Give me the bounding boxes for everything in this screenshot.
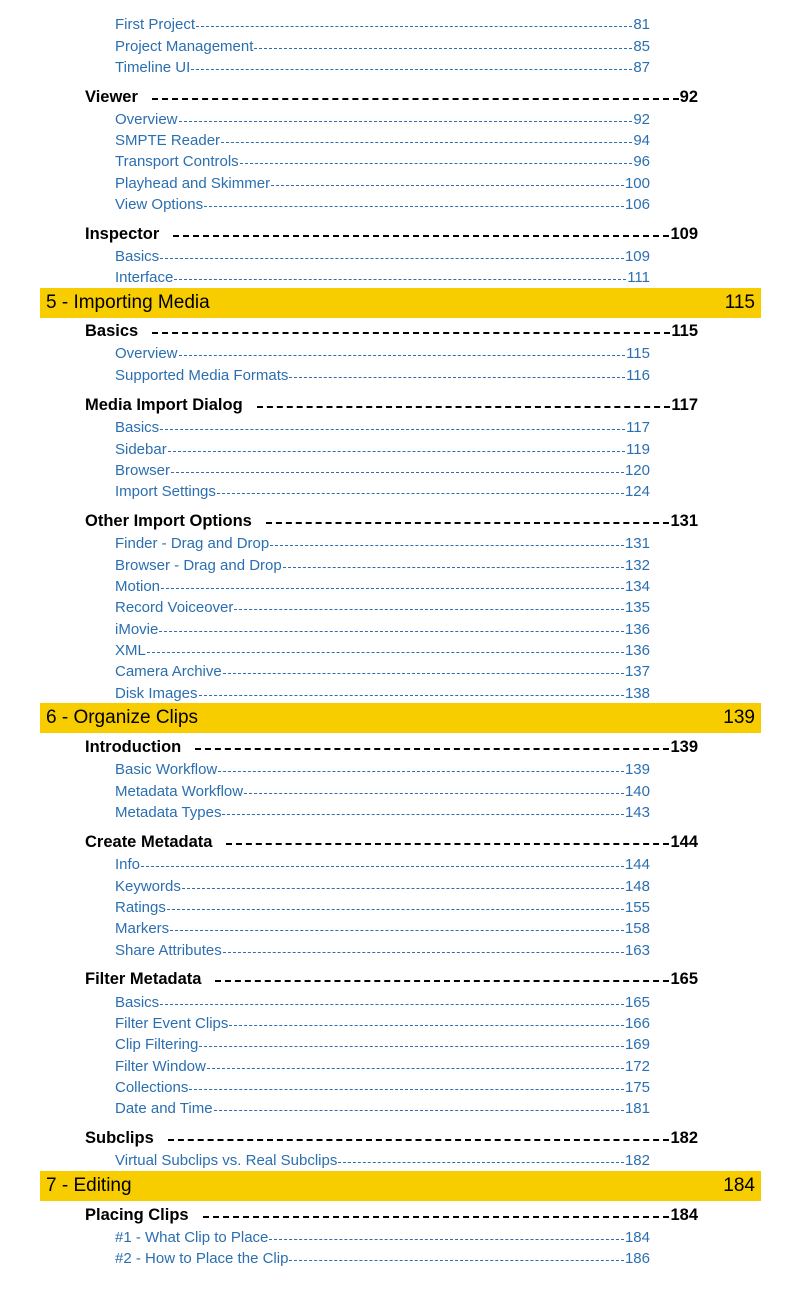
page-number: 144 [624, 856, 650, 873]
page-number: 148 [624, 878, 650, 895]
dot-leader [191, 69, 632, 70]
dot-leader [215, 980, 669, 982]
page-number: 119 [626, 441, 650, 458]
page-number: 115 [671, 322, 698, 340]
toc-entry-link[interactable] [115, 992, 650, 1013]
toc-entry-link[interactable] [115, 1227, 650, 1248]
toc-entry-link[interactable] [115, 1056, 650, 1077]
page-number: 165 [624, 994, 650, 1011]
entry-title: Motion [115, 578, 161, 595]
dot-leader [204, 206, 624, 207]
section-heading [85, 735, 698, 759]
dot-leader [270, 545, 624, 546]
toc-entry-link[interactable] [115, 683, 650, 704]
entry-title: 6 - Organize Clips [46, 707, 199, 728]
entry-title: #2 - How to Place the Clip [115, 1250, 289, 1267]
page-number: 92 [633, 111, 650, 128]
entry-title: Camera Archive [115, 663, 222, 680]
page-number: 140 [624, 783, 650, 800]
page-number: 94 [633, 132, 650, 149]
page-number: 135 [624, 599, 650, 616]
entry-title: Supported Media Formats [115, 367, 289, 384]
toc-entry-link[interactable] [115, 1013, 650, 1034]
page-number: 131 [670, 512, 698, 530]
toc-entry-link[interactable] [115, 36, 650, 57]
entry-title: Basics [115, 248, 160, 265]
entry-title: Media Import Dialog [85, 396, 243, 414]
entry-title: Timeline UI [115, 59, 191, 76]
entry-title: SMPTE Reader [115, 132, 221, 149]
dot-leader [266, 522, 670, 524]
page-number: 138 [624, 685, 650, 702]
dot-leader [152, 332, 670, 334]
dot-leader [254, 48, 632, 49]
entry-title: Viewer [85, 88, 138, 106]
toc-entry-link[interactable] [115, 759, 650, 780]
toc-entry-link[interactable] [115, 109, 650, 130]
dot-leader [226, 843, 669, 845]
dot-leader [207, 1068, 624, 1069]
toc-entry-link[interactable] [115, 876, 650, 897]
entry-title: Ratings [115, 899, 166, 916]
dot-leader [257, 406, 671, 408]
entry-title: Other Import Options [85, 512, 252, 530]
dot-leader [168, 451, 625, 452]
entry-title: View Options [115, 196, 204, 213]
entry-title: Basics [115, 994, 160, 1011]
dot-leader [167, 909, 624, 910]
toc-entry-link[interactable] [115, 460, 650, 481]
page-number: 124 [624, 483, 650, 500]
page-number: 120 [624, 462, 650, 479]
toc-entry-link[interactable] [115, 130, 650, 151]
entry-title: Import Settings [115, 483, 216, 500]
dot-leader [147, 652, 624, 653]
dot-leader [240, 163, 633, 164]
page-number: 134 [624, 578, 650, 595]
entry-title: Collections [115, 1079, 189, 1096]
toc-entry-link[interactable] [115, 439, 650, 460]
page-number: 117 [626, 419, 650, 436]
page-number: 166 [624, 1015, 650, 1032]
entry-title: Finder - Drag and Drop [115, 535, 270, 552]
dot-leader [199, 695, 624, 696]
page-number: 139 [624, 761, 650, 778]
toc-entry-link[interactable] [115, 1098, 650, 1119]
entry-title: Basics [85, 322, 139, 340]
dot-leader [222, 814, 624, 815]
entry-title: Interface [115, 269, 174, 286]
entry-title: Filter Event Clips [115, 1015, 229, 1032]
entry-title: Clip Filtering [115, 1036, 199, 1053]
page-number: 96 [633, 153, 650, 170]
dot-leader [196, 26, 632, 27]
dot-leader [182, 888, 624, 889]
dot-leader [229, 1025, 624, 1026]
entry-title: Playhead and Skimmer [115, 175, 271, 192]
section-heading [85, 319, 698, 343]
toc-entry-link[interactable] [115, 173, 650, 194]
entry-title: Browser - Drag and Drop [115, 557, 282, 574]
entry-title: First Project [115, 16, 196, 33]
dot-leader [160, 1004, 624, 1005]
page-number: 184 [723, 1175, 755, 1196]
page-number: 144 [670, 833, 698, 851]
dot-leader [174, 279, 626, 280]
page-number: 182 [670, 1129, 698, 1147]
entry-title: Basic Workflow [115, 761, 218, 778]
dot-leader [161, 588, 624, 589]
toc-entry-link[interactable] [115, 802, 650, 823]
toc-entry-link[interactable] [115, 14, 650, 35]
page-number: 117 [671, 396, 698, 414]
dot-leader [171, 472, 624, 473]
section-heading [85, 393, 698, 417]
page-number: 143 [624, 804, 650, 821]
dot-leader [170, 930, 624, 931]
chapter-heading [40, 703, 761, 733]
page-number: 155 [624, 899, 650, 916]
entry-title: Inspector [85, 225, 160, 243]
entry-title: Share Attributes [115, 942, 222, 959]
dot-leader [271, 185, 624, 186]
page-number: 136 [624, 642, 650, 659]
dot-leader [283, 567, 624, 568]
toc-entry-link[interactable] [115, 533, 650, 554]
dot-leader [223, 952, 624, 953]
section-heading [85, 1126, 698, 1150]
entry-title: Disk Images [115, 685, 198, 702]
entry-title: Create Metadata [85, 833, 213, 851]
entry-title: Introduction [85, 738, 182, 756]
chapter-heading [40, 288, 761, 318]
dot-leader [195, 748, 669, 750]
toc-entry-link[interactable] [115, 597, 650, 618]
entry-title: Overview [115, 111, 178, 128]
toc-entry-link[interactable] [115, 1150, 650, 1171]
section-heading [85, 830, 698, 854]
entry-title: Info [115, 856, 141, 873]
toc-entry-link[interactable] [115, 619, 650, 640]
toc-entry-link[interactable] [115, 246, 650, 267]
page-number: 139 [723, 707, 755, 728]
dot-leader [159, 631, 624, 632]
toc-entry-link[interactable] [115, 854, 650, 875]
toc-entry-link[interactable] [115, 57, 650, 78]
page-number: 132 [624, 557, 650, 574]
entry-title: Sidebar [115, 441, 167, 458]
page-number: 106 [624, 196, 650, 213]
entry-title: Metadata Workflow [115, 783, 244, 800]
page-number: 136 [624, 621, 650, 638]
entry-title: Keywords [115, 878, 181, 895]
dot-leader [214, 1110, 624, 1111]
entry-title: Filter Metadata [85, 970, 202, 988]
dot-leader [244, 793, 624, 794]
dot-leader [168, 1139, 670, 1141]
page-number: 163 [624, 942, 650, 959]
toc-entry-link[interactable] [115, 343, 650, 364]
page-number: 85 [633, 38, 650, 55]
page-number: 87 [633, 59, 650, 76]
dot-leader [160, 429, 625, 430]
toc-entry-link[interactable] [115, 1248, 650, 1269]
page-number: 172 [624, 1058, 650, 1075]
section-heading [85, 967, 698, 991]
toc-entry-link[interactable] [115, 481, 650, 502]
toc-entry-link[interactable] [115, 897, 650, 918]
page-number: 184 [624, 1229, 650, 1246]
toc-entry-link[interactable] [115, 365, 650, 386]
entry-title: 5 - Importing Media [46, 292, 210, 313]
page-number: 165 [670, 970, 698, 988]
dot-leader [221, 142, 632, 143]
page-number: 169 [624, 1036, 650, 1053]
dot-leader [160, 258, 624, 259]
dot-leader [289, 1260, 624, 1261]
toc-entry-link[interactable] [115, 151, 650, 172]
toc-entry-link[interactable] [115, 1034, 650, 1055]
page-number: 184 [670, 1206, 698, 1224]
page-number: 182 [624, 1152, 650, 1169]
dot-leader [289, 377, 625, 378]
page-number: 109 [624, 248, 650, 265]
entry-title: Record Voiceover [115, 599, 234, 616]
dot-leader [203, 1216, 670, 1218]
page-number: 111 [627, 269, 650, 286]
page-number: 139 [670, 738, 698, 756]
page-number: 181 [624, 1100, 650, 1117]
page-number: 81 [633, 16, 650, 33]
dot-leader [218, 771, 624, 772]
page-number: 175 [624, 1079, 650, 1096]
dot-leader [141, 866, 624, 867]
dot-leader [269, 1239, 624, 1240]
entry-title: iMovie [115, 621, 159, 638]
toc-entry-link[interactable] [115, 417, 650, 438]
page-number: 116 [626, 367, 650, 384]
page-number: 137 [624, 663, 650, 680]
section-heading [85, 85, 698, 109]
entry-title: 7 - Editing [46, 1175, 132, 1196]
entry-title: Filter Window [115, 1058, 206, 1075]
dot-leader [234, 609, 624, 610]
toc-entry-link[interactable] [115, 940, 650, 961]
toc-entry-link[interactable] [115, 576, 650, 597]
entry-title: Markers [115, 920, 170, 937]
toc-entry-link[interactable] [115, 918, 650, 939]
entry-title: Basics [115, 419, 160, 436]
page-number: 131 [624, 535, 650, 552]
entry-title: Overview [115, 345, 178, 362]
page-number: 115 [724, 292, 755, 313]
toc-entry-link[interactable] [115, 555, 650, 576]
dot-leader [189, 1089, 624, 1090]
section-heading [85, 1203, 698, 1227]
entry-title: Subclips [85, 1129, 154, 1147]
entry-title: Project Management [115, 38, 254, 55]
page-number: 109 [670, 225, 698, 243]
chapter-heading [40, 1171, 761, 1201]
toc-entry-link[interactable] [115, 640, 650, 661]
entry-title: Browser [115, 462, 171, 479]
dot-leader [179, 355, 626, 356]
entry-title: Date and Time [115, 1100, 213, 1117]
toc-entry-link[interactable] [115, 661, 650, 682]
page-number: 92 [679, 88, 698, 106]
dot-leader [152, 98, 679, 100]
entry-title: #1 - What Clip to Place [115, 1229, 269, 1246]
dot-leader [223, 673, 624, 674]
entry-title: Transport Controls [115, 153, 239, 170]
entry-title: Metadata Types [115, 804, 222, 821]
page-number: 186 [624, 1250, 650, 1267]
page-number: 158 [624, 920, 650, 937]
entry-title: XML [115, 642, 146, 659]
dot-leader [179, 121, 633, 122]
page-number: 100 [624, 175, 650, 192]
entry-title: Virtual Subclips vs. Real Subclips [115, 1152, 338, 1169]
entry-title: Placing Clips [85, 1206, 189, 1224]
dot-leader [217, 493, 624, 494]
section-heading [85, 222, 698, 246]
dot-leader [338, 1162, 624, 1163]
toc-entry-link[interactable] [115, 194, 650, 215]
page-number: 115 [626, 345, 650, 362]
toc-entry-link[interactable] [115, 1077, 650, 1098]
section-heading [85, 509, 698, 533]
dot-leader [173, 235, 669, 237]
toc-entry-link[interactable] [115, 781, 650, 802]
dot-leader [199, 1046, 624, 1047]
toc-entry-link[interactable] [115, 267, 650, 288]
